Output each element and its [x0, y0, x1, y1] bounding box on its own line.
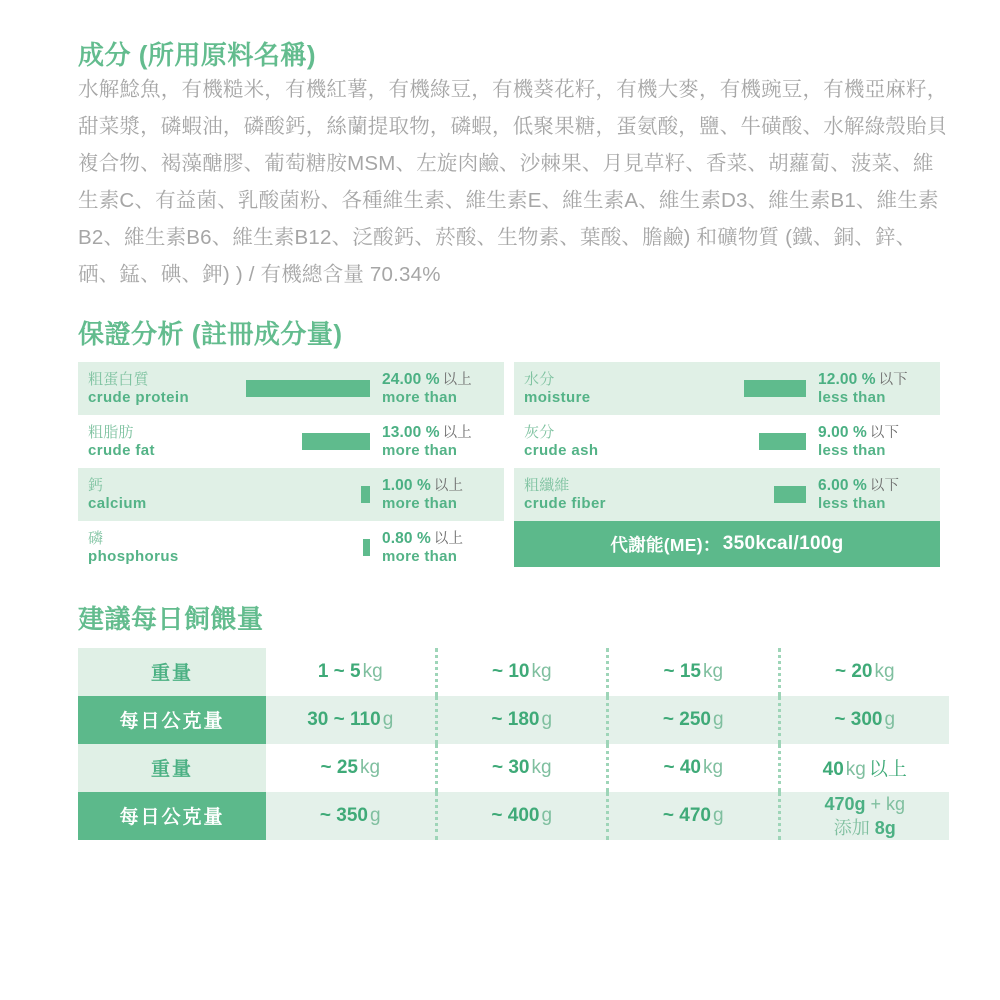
- nutrient-qualifier-en: less than: [818, 389, 886, 407]
- feeding-table-cell: [436, 744, 608, 792]
- nutrient-qualifier-en: more than: [382, 389, 458, 407]
- feeding-cell-unit: g: [713, 708, 724, 730]
- nutrient-value: [818, 477, 934, 495]
- feeding-cell-unit: kg: [845, 759, 866, 781]
- feeding-heading: 建議每日飼餵量: [78, 604, 264, 635]
- nutrient-bar: [246, 380, 370, 397]
- feeding-cell-number: ~ 300: [834, 708, 883, 730]
- analysis-row-labels: [88, 477, 206, 512]
- analysis-row: [78, 415, 504, 468]
- guaranteed-analysis-section: [78, 319, 930, 574]
- nutrient-name-en: crude ash: [524, 441, 599, 459]
- nutrient-value: [818, 371, 934, 389]
- feeding-table-row: [78, 792, 949, 841]
- nutrient-value: [382, 371, 498, 389]
- ingredients-body-text: 水解鯰魚，有機糙米，有機紅薯，有機綠豆，有機葵花籽，有機大麥，有機豌豆，有機亞麻籽，甜菜漿，磷蝦油，磷酸鈣，絲蘭提取物，磷蝦，低聚果糖，蛋氨酸，鹽、牛磺酸、水解綠殼貽貝複合物、褐藻醣膠、葡萄糖胺MSM、左旋肉鹼、沙棘果、月見草籽、香菜、胡蘿蔔、菠菜、維生素C、有益菌、乳酸菌粉、各種維生素、維生素E、維生素A、維生素D3、維生素B1、維生素B2、維生素B6、維生素B12、泛酸鈣、菸酸、生物素、葉酸、膽鹼) 和礦物質 (鐵、銅、鋅、硒、錳、碘、鉀) ) / 有機總含量 70.34%: [78, 78, 948, 287]
- analysis-row: [514, 362, 940, 415]
- nutrient-value: [818, 424, 934, 442]
- nutrient-name-en: calcium: [88, 494, 147, 512]
- feeding-guide-section: [78, 604, 930, 840]
- me-value: 350kcal/100g: [722, 533, 844, 555]
- nutrient-name-zh: 磷: [88, 530, 104, 548]
- nutrient-qualifier-zh: 以下: [869, 424, 900, 441]
- nutrient-bar-track: [206, 362, 372, 415]
- nutrient-value: [382, 477, 498, 495]
- feeding-cell-number: ~ 250: [662, 708, 711, 730]
- feeding-row-header: 每日公克量: [78, 696, 266, 744]
- nutrient-name-zh: 水分: [524, 371, 555, 389]
- nutrient-bar-track: [642, 362, 808, 415]
- feeding-table-row: [78, 696, 949, 744]
- nutrient-value: [382, 530, 498, 548]
- nutrient-percent: 1.00 %: [382, 476, 431, 494]
- analysis-row-labels: [88, 371, 206, 406]
- feeding-cell-number: ~ 180: [491, 708, 540, 730]
- feeding-cell-unit: g: [713, 804, 724, 826]
- feeding-cell-unit: kg: [531, 660, 552, 682]
- feeding-cell-line2: [781, 816, 950, 840]
- feeding-table-row: [78, 744, 949, 792]
- analysis-row-labels: [524, 424, 642, 459]
- feeding-cell-number: ~ 30: [491, 756, 530, 778]
- feeding-cell-unit: g: [382, 708, 394, 730]
- nutrient-qualifier-en: more than: [382, 442, 458, 460]
- feeding-table-cell: [779, 792, 949, 841]
- nutrient-percent: 9.00 %: [818, 423, 867, 441]
- nutrient-percent: 12.00 %: [818, 370, 876, 388]
- analysis-row-values: [808, 371, 934, 407]
- feeding-cell-number: ~ 25: [320, 756, 358, 778]
- feeding-table-cell: [779, 744, 949, 792]
- feeding-cell-unit: kg: [874, 660, 895, 682]
- feeding-table-cell: [266, 792, 436, 841]
- feeding-cell-number: ~ 40: [663, 756, 701, 778]
- nutrient-bar: [361, 486, 370, 503]
- nutrient-bar: [744, 380, 806, 397]
- feeding-cell-unit: kg: [531, 756, 552, 778]
- nutrient-bar: [774, 486, 806, 503]
- feeding-cell-line1: [781, 792, 950, 816]
- feeding-table-cell: [779, 696, 949, 744]
- nutrient-name-en: crude fat: [88, 441, 155, 459]
- feeding-row-header: 重量: [78, 744, 266, 792]
- feeding-table: [78, 648, 949, 841]
- nutrient-bar: [759, 433, 806, 450]
- feeding-row-header: 重量: [78, 648, 266, 696]
- nutrient-bar-track: [206, 415, 372, 468]
- nutrient-percent: 6.00 %: [818, 476, 867, 494]
- feeding-cell-unit: kg: [702, 660, 724, 682]
- analysis-row-values: [372, 424, 498, 460]
- feeding-cell-number: ~ 10: [491, 660, 530, 682]
- nutrient-bar-track: [206, 521, 372, 574]
- nutrient-qualifier-zh: 以上: [433, 530, 464, 547]
- feeding-cell-note-number: 8g: [874, 817, 896, 838]
- nutrient-value: [382, 424, 498, 442]
- analysis-right-column: [514, 362, 940, 574]
- feeding-cell-number: 30 ~ 110: [307, 708, 381, 730]
- nutrient-name-zh: 鈣: [88, 477, 104, 495]
- nutrient-qualifier-en: less than: [818, 495, 886, 513]
- analysis-row-values: [808, 424, 934, 460]
- analysis-left-column: [78, 362, 504, 574]
- analysis-row: [78, 521, 504, 574]
- nutrient-bar-track: [206, 468, 372, 521]
- nutrient-percent: 24.00 %: [382, 370, 440, 388]
- nutrient-bar: [363, 539, 370, 556]
- analysis-row-values: [372, 530, 498, 566]
- ingredients-section: [78, 40, 948, 293]
- feeding-table-cell: [266, 648, 436, 696]
- feeding-cell-number: ~ 470: [662, 804, 711, 826]
- metabolizable-energy-banner: [514, 521, 940, 567]
- nutrient-qualifier-zh: 以上: [442, 424, 472, 441]
- feeding-cell-unit: g: [884, 708, 896, 730]
- analysis-grid: [78, 362, 940, 574]
- feeding-cell-number: ~ 400: [491, 804, 540, 826]
- feeding-cell-note-zh: 添加: [833, 817, 875, 838]
- feeding-cell-number: 1 ~ 5: [317, 660, 361, 682]
- nutrient-qualifier-zh: 以下: [869, 477, 900, 494]
- feeding-cell-unit: g: [541, 804, 553, 826]
- feeding-cell-unit: g: [370, 804, 381, 826]
- analysis-row-labels: [524, 371, 642, 406]
- analysis-row-labels: [524, 477, 642, 512]
- nutrient-name-zh: 粗脂肪: [88, 424, 134, 442]
- nutrient-name-zh: 粗蛋白質: [88, 371, 149, 389]
- nutrient-percent: 13.00 %: [382, 423, 440, 441]
- analysis-heading: 保證分析 (註冊成分量): [78, 319, 343, 350]
- ingredients-heading: 成分 (所用原料名稱): [78, 40, 317, 70]
- feeding-cell-number: 470g: [824, 793, 866, 814]
- nutrient-name-en: moisture: [524, 388, 591, 406]
- feeding-table-cell: [436, 792, 608, 841]
- feeding-table-cell: [608, 696, 780, 744]
- feeding-cell-number: ~ 20: [834, 660, 873, 682]
- analysis-row: [78, 468, 504, 521]
- analysis-row: [514, 415, 940, 468]
- nutrient-bar-track: [642, 468, 808, 521]
- feeding-row-header: 每日公克量: [78, 792, 266, 841]
- nutrient-percent: 0.80 %: [382, 529, 431, 547]
- analysis-row-values: [372, 477, 498, 513]
- feeding-cell-number: ~ 350: [319, 804, 368, 826]
- nutrient-name-zh: 灰分: [524, 424, 555, 442]
- nutrient-name-en: crude protein: [88, 388, 190, 406]
- feeding-table-cell: [608, 648, 780, 696]
- feeding-table-cell: [436, 648, 608, 696]
- feeding-table-cell: [436, 696, 608, 744]
- analysis-row-values: [808, 477, 934, 513]
- feeding-cell-unit: kg: [702, 756, 724, 778]
- nutrient-qualifier-en: less than: [818, 442, 886, 460]
- feeding-table-row: [78, 648, 949, 696]
- feeding-table-cell: [608, 792, 780, 841]
- nutrient-name-en: crude fiber: [524, 494, 606, 512]
- nutrient-qualifier-en: more than: [382, 548, 458, 566]
- analysis-row-labels: [88, 530, 206, 565]
- feeding-cell-unit: kg: [362, 660, 383, 682]
- analysis-row: [78, 362, 504, 415]
- nutrient-name-en: phosphorus: [88, 547, 179, 565]
- feeding-table-cell: [266, 744, 436, 792]
- analysis-row: [514, 468, 940, 521]
- feeding-cell-number: 40: [822, 759, 844, 781]
- nutrient-qualifier-en: more than: [382, 495, 458, 513]
- nutrient-bar-track: [642, 415, 808, 468]
- feeding-table-cell: [266, 696, 436, 744]
- analysis-row-labels: [88, 424, 206, 459]
- feeding-cell-number: ~ 15: [663, 660, 701, 682]
- nutrient-qualifier-zh: 以上: [442, 371, 472, 388]
- feeding-cell-unit: g: [541, 708, 553, 730]
- analysis-row-values: [372, 371, 498, 407]
- me-label: 代謝能(ME)：: [610, 534, 721, 555]
- nutrient-name-zh: 粗纖維: [524, 477, 570, 495]
- nutrient-qualifier-zh: 以上: [433, 477, 464, 494]
- feeding-cell-suffix-zh: 以上: [868, 759, 907, 781]
- feeding-cell-unit: kg: [359, 756, 381, 778]
- nutrient-qualifier-zh: 以下: [878, 371, 908, 388]
- nutrient-bar: [302, 433, 370, 450]
- feeding-table-cell: [779, 648, 949, 696]
- feeding-table-cell: [608, 744, 780, 792]
- feeding-cell-unit: + kg: [865, 793, 906, 814]
